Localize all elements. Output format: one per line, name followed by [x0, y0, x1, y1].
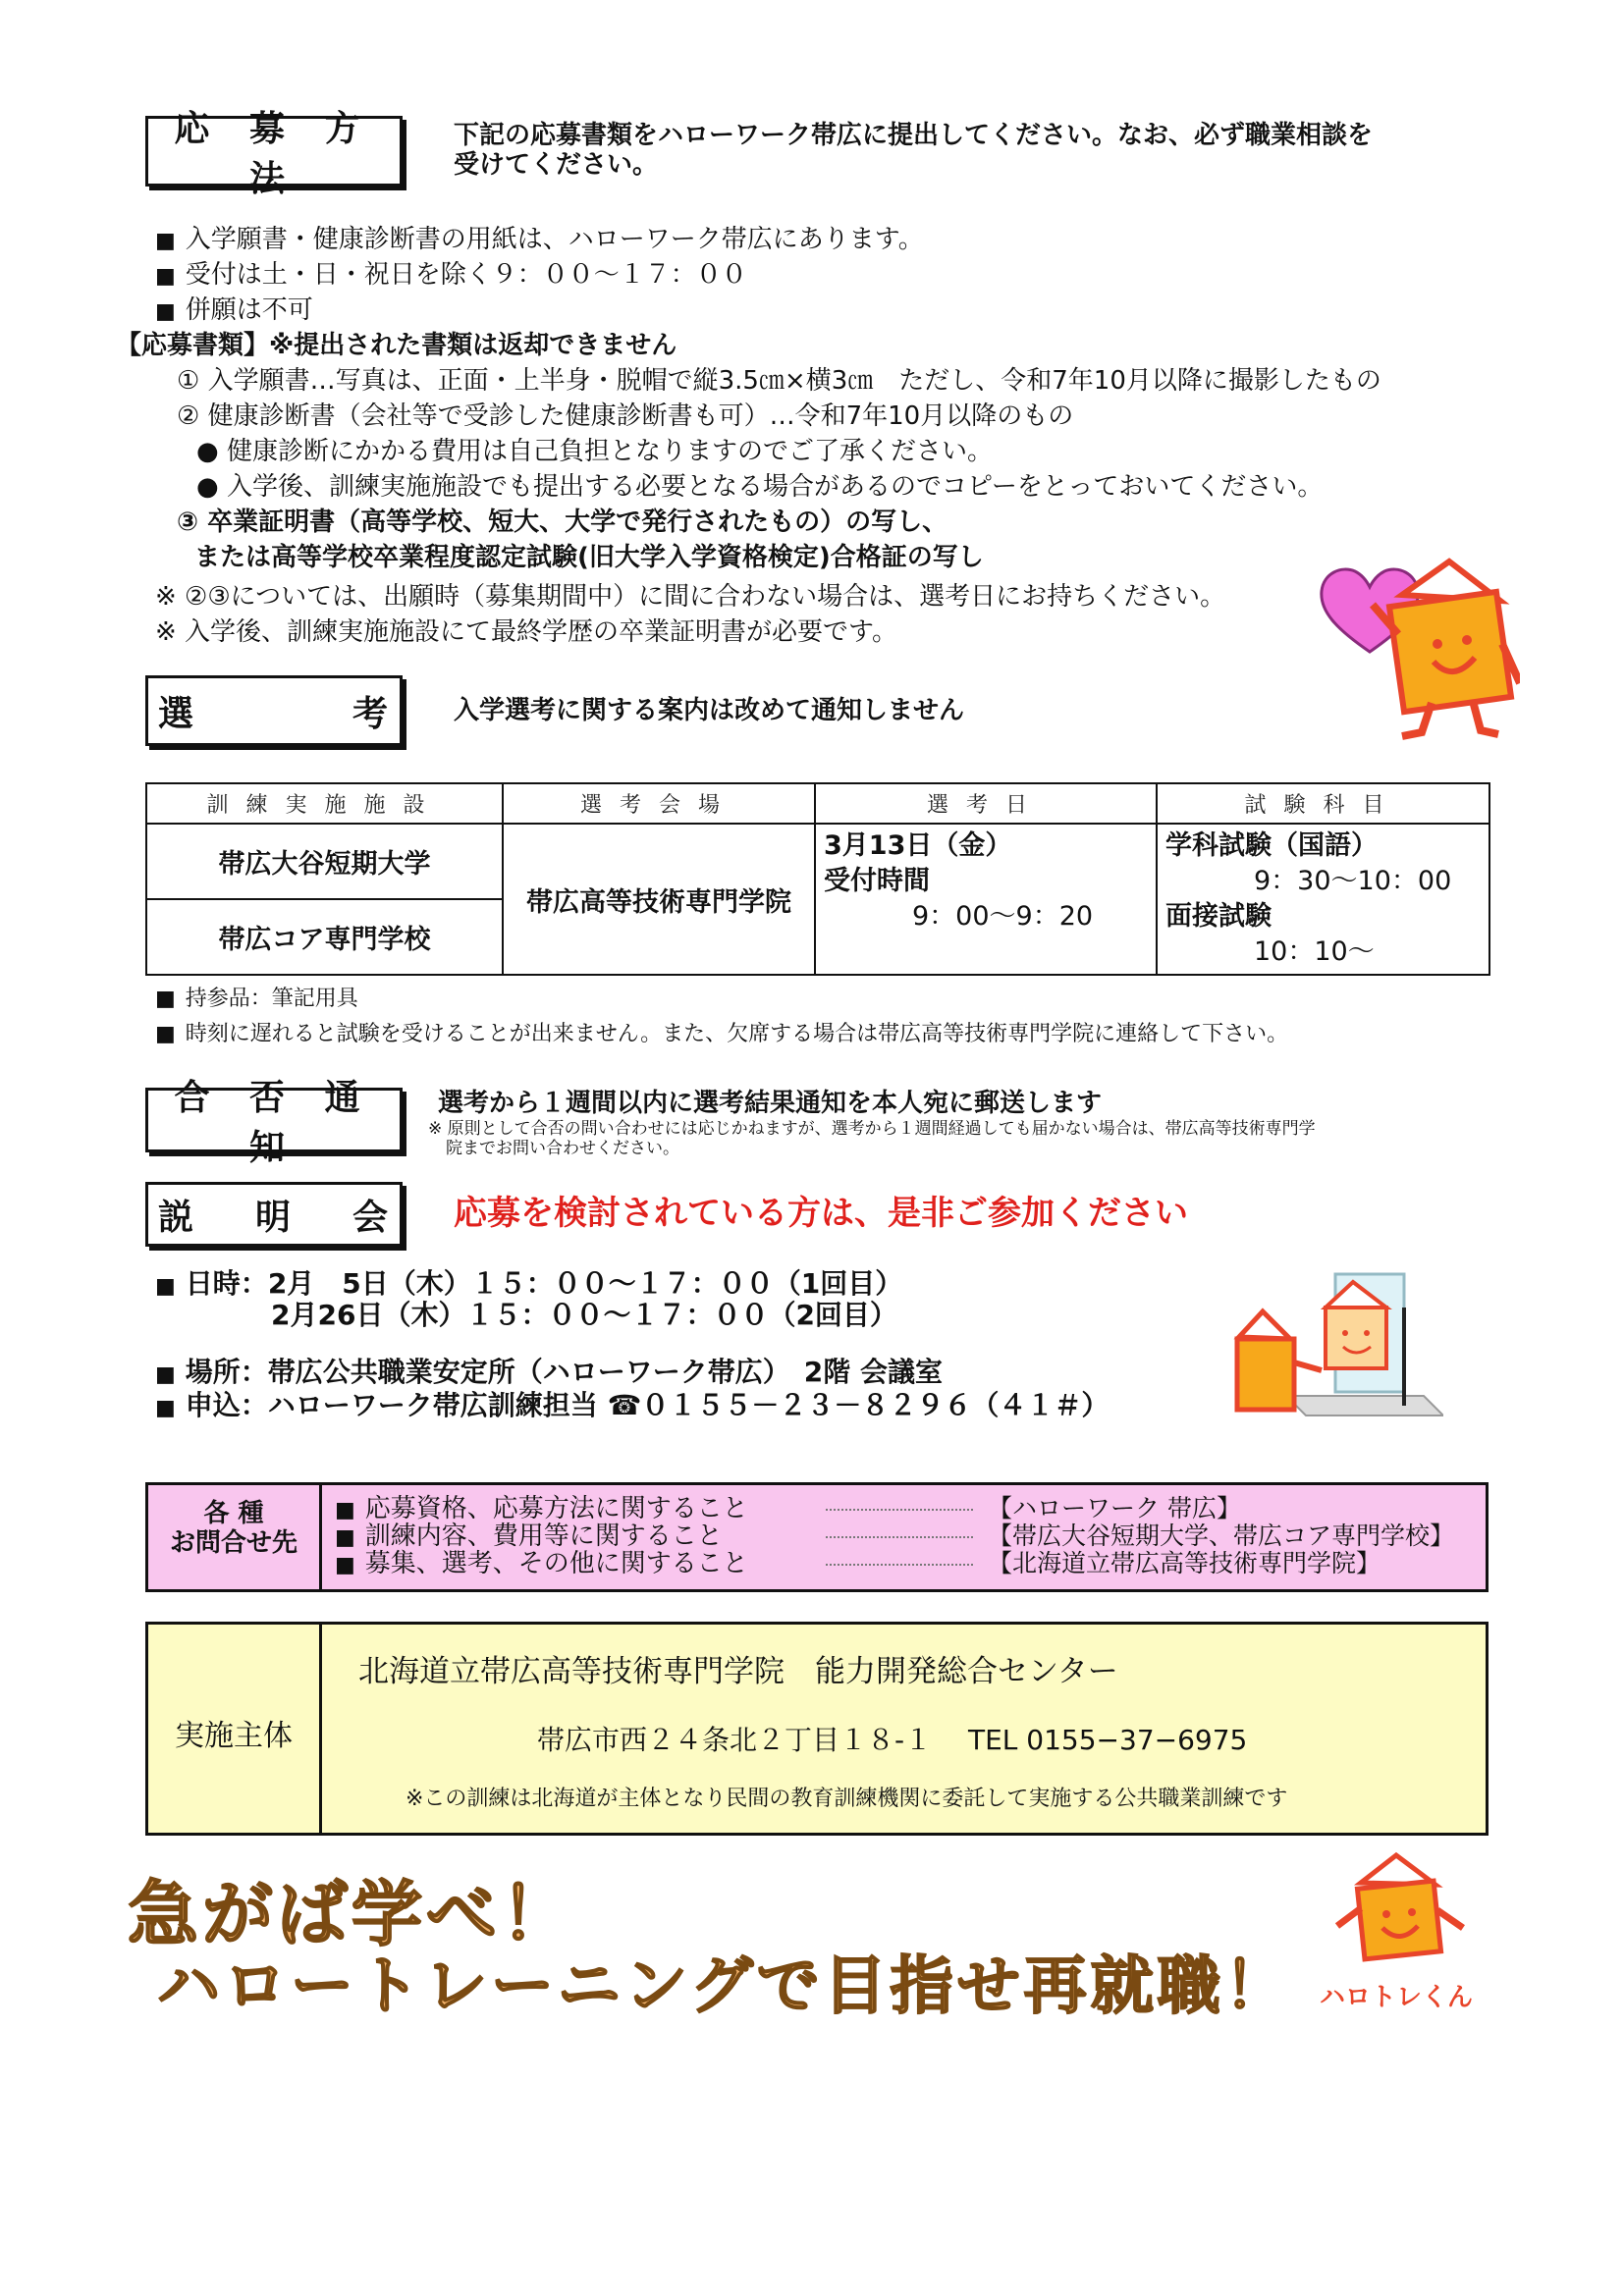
doc-item-2-note: ● 健康診断にかかる費用は自己負担となりますのでご了承ください。: [196, 437, 993, 466]
organizer-address: 帯広市西２４条北２丁目１８-１ TEL 0155−37−6975: [537, 1724, 1248, 1756]
reception-label: 受付時間: [824, 866, 930, 896]
docs-heading: 【応募書類】※提出された書類は返却できません: [116, 331, 677, 360]
result-note: ※ 原則として合否の問い合わせには応じかねますが、選考から１週間経過しても届かない場合は、帯広高等技術専門学: [428, 1119, 1316, 1139]
briefing-date-1: 2月 5日（木）１５：００～１７：００（1回目）: [267, 1267, 903, 1300]
selection-note: ■ 持参品：筆記用具: [155, 987, 358, 1011]
subject-1: 学科試験（国語）: [1165, 830, 1378, 861]
briefing-date: ■ 日時：2月 5日（木）１５：００～１７：００（1回目）: [155, 1267, 903, 1300]
briefing-place: ■ 場所：帯広公共職業安定所（ハローワーク帯広） 2階 会議室: [155, 1356, 944, 1388]
selection-note-text: 持参品：筆記用具: [185, 987, 358, 1011]
organizer-label: 実施主体: [175, 1719, 293, 1753]
table-header: 選考会場: [503, 783, 815, 824]
briefing-date-label: 日時：: [185, 1267, 268, 1300]
contact-topic: 応募資格、応募方法に関すること: [364, 1494, 748, 1523]
contact-item: ■ 応募資格、応募方法に関すること: [335, 1494, 748, 1523]
briefing-heading-char: 会: [352, 1197, 390, 1238]
contact-label: [148, 1499, 319, 1558]
mascot-logo-icon: [1322, 1849, 1479, 1987]
briefing-place-text: 場所：帯広公共職業安定所（ハローワーク帯広） 2階 会議室: [185, 1356, 944, 1388]
briefing-heading-char: 説: [158, 1197, 196, 1238]
mascot-icon: [1363, 556, 1520, 742]
selection-heading-char: 選: [158, 693, 196, 734]
subject-cell: [1157, 824, 1489, 975]
result-heading: [145, 1078, 403, 1168]
briefing-heading: [145, 1182, 403, 1247]
contact-item: ■ 訓練内容、費用等に関すること: [335, 1522, 723, 1551]
leader-line: [826, 1536, 973, 1538]
mascot-name: ハロトレくん: [1319, 1983, 1473, 2012]
apply-bullet: ■ 入学願書・健康診断書の用紙は、ハローワーク帯広にあります。: [155, 225, 924, 254]
remark-2: ※ 入学後、訓練実施施設にて最終学歴の卒業証明書が必要です。: [155, 617, 897, 647]
table-header-row: [146, 783, 1489, 824]
apply-bullet-text: 入学願書・健康診断書の用紙は、ハローワーク帯広にあります。: [185, 225, 924, 254]
remark-1: ※ ②③については、出願時（募集期間中）に間に合わない場合は、選考日にお持ちください。: [155, 582, 1226, 612]
slogan-line-1: 急がば学べ！: [128, 1873, 576, 1955]
contact-org: 【北海道立帯広高等技術専門学院】: [988, 1549, 1381, 1577]
contact-topic: 募集、選考、その他に関すること: [364, 1549, 748, 1578]
organizer-divider: [319, 1625, 322, 1833]
contact-topic: 訓練内容、費用等に関すること: [364, 1522, 723, 1551]
leader-line: [826, 1564, 973, 1566]
doc-item-1: ① 入学願書…写真は、正面・上半身・脱帽で縦3.5㎝×横3㎝ ただし、令和7年10月以降に撮影したもの: [177, 366, 1381, 396]
apply-heading-text: 応 募 方 法: [174, 109, 374, 199]
contact-label-line: 各 種: [203, 1499, 264, 1528]
contact-org: 【ハローワーク 帯広】: [988, 1494, 1241, 1522]
apply-bullet-text: 受付は土・日・祝日を除く９：００～１７：００: [185, 260, 747, 290]
slogan-line-2: ハロートレーニングで目指せ再就職！: [157, 1950, 1291, 2023]
date-cell: [815, 824, 1157, 975]
apply-intro-line-1: 下記の応募書類をハローワーク帯広に提出してください。なお、必ず職業相談を: [454, 121, 1374, 150]
doc-item-2: ② 健康診断書（会社等で受診した健康診断書も可）…令和7年10月以降のもの: [177, 401, 1074, 431]
apply-bullet: ■ 受付は土・日・祝日を除く９：００～１７：００: [155, 260, 747, 290]
leader-line: [826, 1509, 973, 1511]
briefing-apply-text: 申込：ハローワーク帯広訓練担当 ☎０１５５－２３－８２９６（４１＃）: [185, 1389, 1110, 1421]
contact-label-line: お問合せ先: [169, 1528, 298, 1558]
table-header: 試験科目: [1157, 783, 1489, 824]
venue-cell: 帯広高等技術専門学院: [503, 824, 815, 975]
briefing-text: 応募を検討されている方は、是非ご参加ください: [454, 1194, 1188, 1233]
result-text: 選考から１週間以内に選考結果通知を本人宛に郵送します: [438, 1089, 1103, 1118]
selection-note-text: 時刻に遅れると試験を受けることが出来ません。また、欠席する場合は帯広高等技術専門学院に連絡して下さい。: [185, 1022, 1289, 1046]
apply-heading: [145, 109, 403, 199]
subject-2-time: 10：10～: [1254, 936, 1375, 967]
table-header: 選考日: [815, 783, 1157, 824]
selection-date: 3月13日（金）: [824, 830, 1012, 861]
selection-text: 入学選考に関する案内は改めて通知しません: [454, 696, 965, 725]
subject-2: 面接試験: [1165, 901, 1272, 932]
doc-item-3: ③ 卒業証明書（高等学校、短大、大学で発行されたもの）の写し、: [177, 507, 948, 537]
apply-bullet: ■ 併願は不可: [155, 295, 313, 325]
contact-divider: [319, 1485, 322, 1589]
briefing-heading-char: 明: [254, 1197, 293, 1238]
mascot-counter-icon: [1227, 1268, 1443, 1435]
selection-note: ■ 時刻に遅れると試験を受けることが出来ません。また、欠席する場合は帯広高等技術専門学院に連絡して下さい。: [155, 1022, 1289, 1046]
subject-1-time: 9：30～10：00: [1254, 866, 1452, 896]
result-note: 院までお問い合わせください。: [446, 1139, 679, 1158]
briefing-date-2: 2月26日（木）１５：００～１７：００（2回目）: [271, 1299, 897, 1331]
facility-cell: 帯広コア専門学校: [146, 899, 503, 975]
contact-org: 【帯広大谷短期大学、帯広コア専門学校】: [988, 1522, 1455, 1550]
contact-item: ■ 募集、選考、その他に関すること: [335, 1549, 748, 1578]
selection-heading-char: 考: [352, 693, 390, 734]
reception-time: 9：00～9：20: [912, 901, 1094, 932]
selection-table: [145, 782, 1490, 976]
contact-box: [145, 1482, 1489, 1592]
selection-heading: [145, 675, 403, 746]
doc-item-2-note: ● 入学後、訓練実施施設でも提出する必要となる場合があるのでコピーをとっておいてください。: [196, 472, 1324, 502]
organizer-box: [145, 1622, 1489, 1836]
organizer-name: 北海道立帯広高等技術専門学院 能力開発総合センター: [358, 1654, 1118, 1689]
table-header: 訓練実施施設: [146, 783, 503, 824]
briefing-apply: ■ 申込：ハローワーク帯広訓練担当 ☎０１５５－２３－８２９６（４１＃）: [155, 1389, 1110, 1421]
table-row: [146, 824, 1489, 899]
result-heading-text: 合 否 通 知: [174, 1078, 374, 1168]
organizer-note: ※この訓練は北海道が主体となり民間の教育訓練機関に委託して実施する公共職業訓練です: [406, 1787, 1288, 1811]
apply-bullet-text: 併願は不可: [185, 295, 313, 325]
facility-cell: 帯広大谷短期大学: [146, 824, 503, 899]
doc-item-3-cont: または高等学校卒業程度認定試験(旧大学入学資格検定)合格証の写し: [194, 543, 984, 572]
apply-intro-line-2: 受けてください。: [454, 150, 659, 180]
